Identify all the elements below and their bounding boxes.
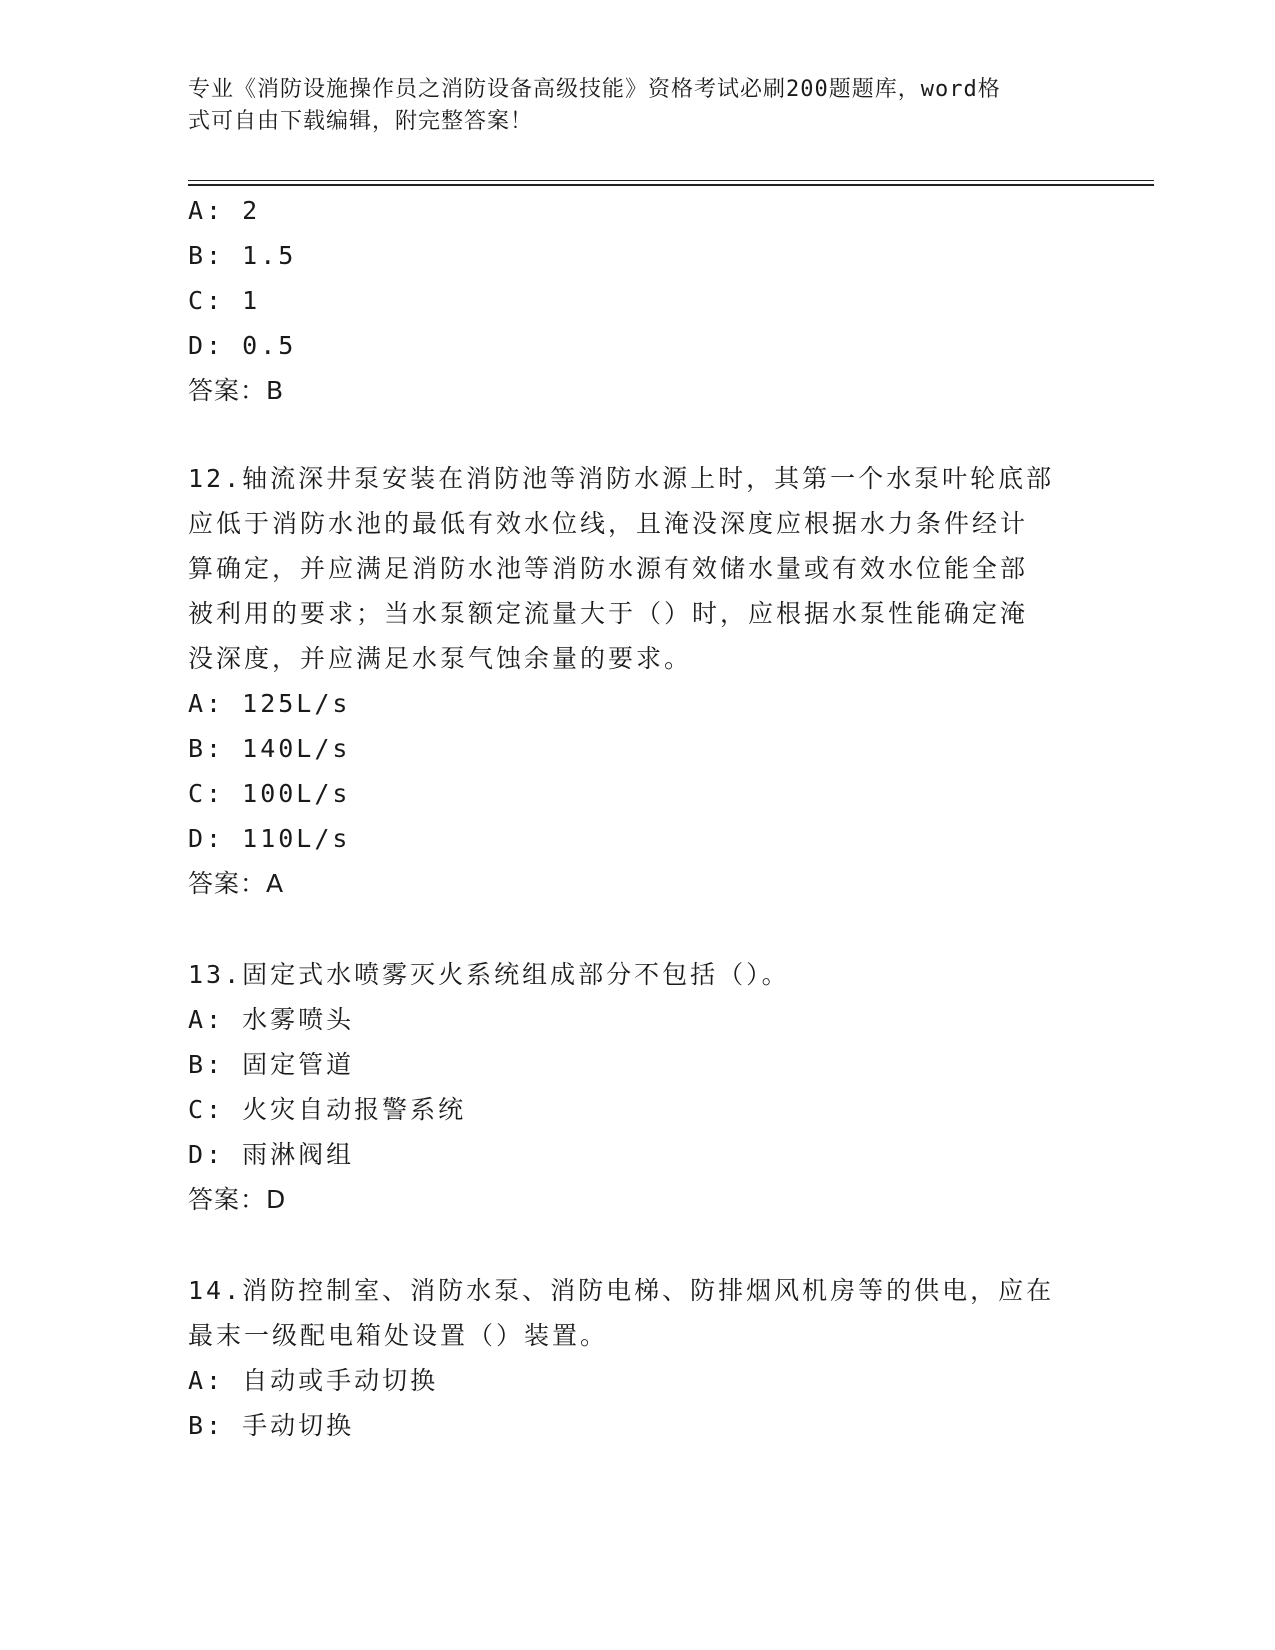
header-line-1: 专业《消防设施操作员之消防设备高级技能》资格考试必刷200题题库，word格 — [188, 77, 1001, 102]
q14-stem-line-2: 最末一级配电箱处设置（）装置。 — [188, 1321, 609, 1350]
q13-option-b: B: 固定管道 — [188, 1050, 355, 1079]
q12-option-a: A: 125L/s — [188, 689, 351, 718]
q12-stem-line-3: 算确定，并应满足消防水池等消防水源有效储水量或有效水位能全部 — [188, 554, 1029, 583]
q14-option-b: B: 手动切换 — [188, 1411, 355, 1440]
q12-stem-line-5: 没深度，并应满足水泵气蚀余量的要求。 — [188, 644, 693, 673]
q12-stem-line-4: 被利用的要求；当水泵额定流量大于（）时，应根据水泵性能确定淹 — [188, 599, 1029, 628]
header-divider-bottom — [188, 184, 1154, 186]
q13-answer: 答案：D — [188, 1185, 287, 1214]
q12-option-d: D: 110L/s — [188, 824, 351, 853]
q12-answer: 答案：A — [188, 869, 285, 898]
q12-option-c: C: 100L/s — [188, 779, 351, 808]
q11-option-a: A: 2 — [188, 196, 261, 225]
header-divider-top — [188, 180, 1154, 181]
q13-stem-line-1: 13.固定式水喷雾灭火系统组成部分不包括（）。 — [188, 960, 790, 989]
q11-option-c: C: 1 — [188, 286, 261, 315]
q13-option-d: D: 雨淋阀组 — [188, 1140, 355, 1169]
q11-answer: 答案：B — [188, 376, 285, 405]
q14-option-a: A: 自动或手动切换 — [188, 1366, 439, 1395]
q12-stem-line-2: 应低于消防水池的最低有效水位线，且淹没深度应根据水力条件经计 — [188, 509, 1029, 538]
q11-option-b: B: 1.5 — [188, 241, 297, 270]
q13-option-c: C: 火灾自动报警系统 — [188, 1095, 467, 1124]
document-header — [188, 74, 1068, 138]
q13-option-a: A: 水雾喷头 — [188, 1005, 355, 1034]
q14-stem-line-1: 14.消防控制室、消防水泵、消防电梯、防排烟风机房等的供电，应在 — [188, 1276, 1055, 1305]
q11-option-d: D: 0.5 — [188, 331, 297, 360]
q12-option-b: B: 140L/s — [188, 734, 351, 763]
header-line-2: 式可自由下载编辑，附完整答案！ — [188, 109, 534, 134]
q12-stem-line-1: 12.轴流深井泵安装在消防池等消防水源上时，其第一个水泵叶轮底部 — [188, 464, 1055, 493]
